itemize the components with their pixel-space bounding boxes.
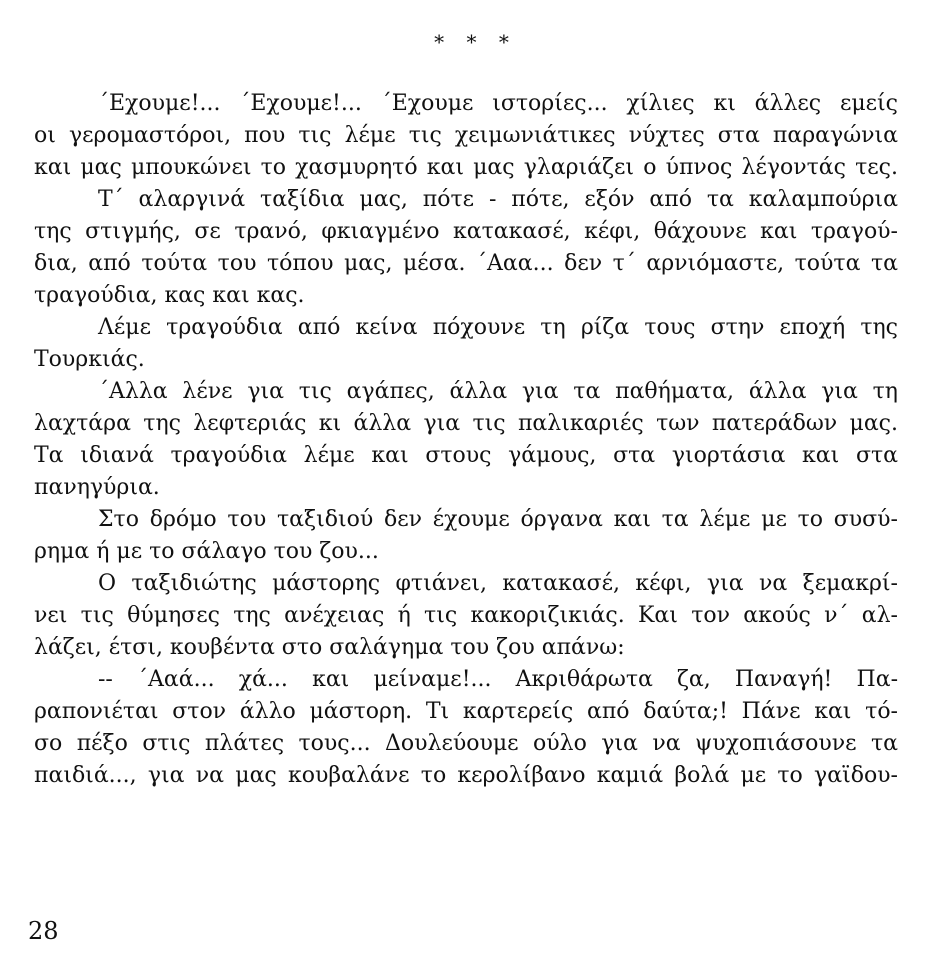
- text-line: Λέμε τραγούδια από κείνα πόχουνε τη ρίζα τους στην εποχή της: [98, 315, 898, 340]
- text-line: Ο ταξιδιώτης μάστορης φτιάνει, κατακασέ, κέφι, για να ξεμακρί-: [98, 571, 898, 596]
- text-line: δια, από τούτα του τόπου μας, μέσα. ΄Ααα... δεν τ΄ αρνιόμαστε, τούτα τα: [34, 251, 898, 276]
- text-line: ΄Αλλα λένε για τις αγάπες, άλλα για τα παθήματα, άλλα για τη: [98, 379, 898, 404]
- text-line: Στο δρόμο του ταξιδιού δεν έχουμε όργανα και τα λέμε με το συσύ-: [98, 507, 898, 532]
- text-line: ραπονιέται στον άλλο μάστορη. Τι καρτερείς από δαύτα;! Πάνε και τό-: [34, 699, 898, 724]
- text-line: λάζει, έτσι, κουβέντα στο σαλάγημα του ζου απάνω:: [34, 635, 625, 660]
- text-line: και μας μπουκώνει το χασμυρητό και μας γλαριάζει ο ύπνος λέγοντάς τες.: [34, 155, 898, 180]
- text-line: -- ΄Ααά... χά... και μείναμε!... Ακριθάρωτα ζα, Παναγή! Πα-: [98, 667, 898, 692]
- body-text: [34, 88, 898, 792]
- text-line: παιδιά..., για να μας κουβαλάνε το κερολίβανο καμιά βολά με το γαϊδου-: [34, 763, 898, 788]
- text-line: σο πέξο στις πλάτες τους... Δουλεύουμε ούλο για να ψυχοπιάσουνε τα: [34, 731, 898, 756]
- page-number: 28: [28, 917, 59, 945]
- text-line: ΄Εχουμε!... ΄Εχουμε!... ΄Εχουμε ιστορίες... χίλιες κι άλλες εμείς: [98, 91, 898, 116]
- text-line: τραγούδια, κας και κας.: [34, 283, 305, 308]
- text-line: Τ΄ αλαργινά ταξίδια μας, πότε - πότε, εξόν από τα καλαμπούρια: [98, 187, 898, 212]
- text-line: πανηγύρια.: [34, 475, 160, 500]
- text-line: οι γερομαστόροι, που τις λέμε τις χειμωνιάτικες νύχτες στα παραγώνια: [34, 123, 898, 148]
- section-separator: * * *: [434, 30, 517, 54]
- text-line: Τουρκιάς.: [34, 347, 145, 372]
- text-line: λαχτάρα της λεφτεριάς κι άλλα για τις παλικαριές των πατεράδων μας.: [34, 411, 898, 436]
- text-line: Τα ιδιανά τραγούδια λέμε και στους γάμους, στα γιορτάσια και στα: [34, 443, 898, 468]
- text-line: νει τις θύμησες της ανέχειας ή τις κακοριζικιάς. Και τον ακούς ν΄ αλ-: [34, 603, 898, 628]
- text-line: της στιγμής, σε τρανό, φκιαγμένο κατακασέ, κέφι, θάχουνε και τραγού-: [34, 219, 898, 244]
- text-line: ρημα ή με το σάλαγο του ζου...: [34, 539, 379, 564]
